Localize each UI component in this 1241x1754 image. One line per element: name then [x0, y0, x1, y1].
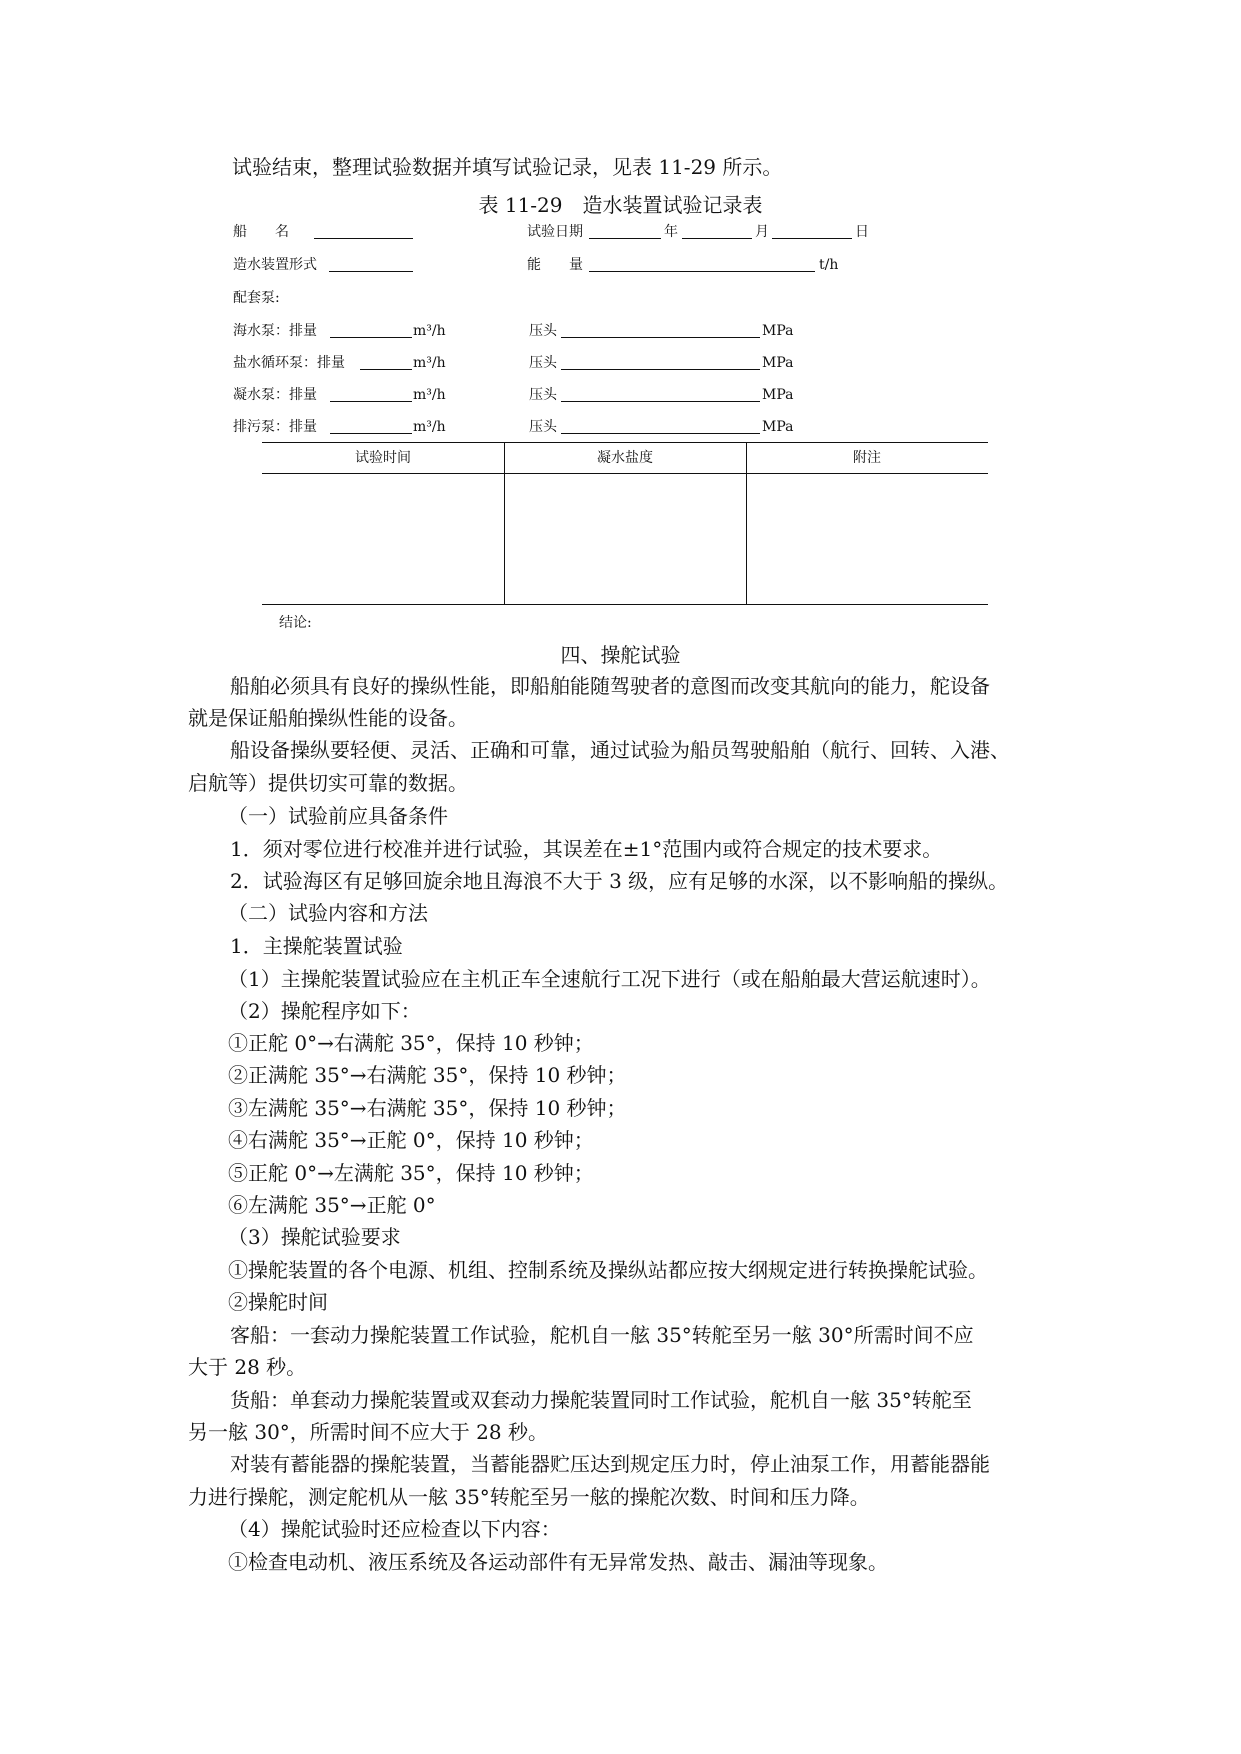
table-top-border: [262, 442, 988, 443]
table-header-remarks: 附注: [853, 450, 881, 466]
paragraph-line: 就是保证船舶操纵性能的设备。: [188, 706, 468, 730]
procedure-step: ④右满舵 35°→正舵 0°，保持 10 秒钟；: [228, 1128, 594, 1152]
paragraph-line: 对装有蓄能器的操舵装置，当蓄能器贮压达到规定压力时，停止油泵工作，用蓄能器能: [230, 1452, 990, 1476]
pump-flow-unit: m³/h: [413, 387, 446, 403]
pump-name: 盐水循环泵：排量: [233, 355, 345, 371]
pump-name: 凝水泵：排量: [233, 387, 317, 403]
pump-flow-line: [330, 433, 412, 434]
conclusion-label: 结论:: [279, 615, 312, 631]
table-caption: 表 11-29 造水装置试验记录表: [478, 193, 763, 217]
year-line: [589, 238, 661, 239]
device-type-line: [329, 271, 413, 272]
paragraph-line: （2）操舵程序如下：: [228, 999, 421, 1023]
paragraph-line: 船舶必须具有良好的操纵性能，即船舶能随驾驶者的意图而改变其航向的能力，舵设备: [230, 674, 990, 698]
procedure-step: ⑤正舵 0°→左满舵 35°，保持 10 秒钟；: [228, 1161, 594, 1185]
paragraph-line: ①操舵装置的各个电源、机组、控制系统及操纵站都应按大纲规定进行转换操舵试验。: [228, 1258, 988, 1282]
paragraph-line: 客船：一套动力操舵装置工作试验，舵机自一舷 35°转舵至另一舷 30°所需时间不应: [230, 1323, 974, 1347]
procedure-step: ⑥左满舵 35°→正舵 0°: [228, 1193, 436, 1217]
subheading: （4）操舵试验时还应检查以下内容：: [228, 1517, 561, 1541]
intro-text: 试验结束，整理试验数据并填写试验记录，见表 11-29 所示。: [232, 155, 783, 179]
procedure-step: ③左满舵 35°→右满舵 35°，保持 10 秒钟；: [228, 1096, 627, 1120]
pump-head-line: [561, 337, 760, 338]
paragraph-line: 大于 28 秒。: [188, 1355, 307, 1379]
subheading: （3）操舵试验要求: [228, 1225, 401, 1249]
paragraph-line: 启航等）提供切实可靠的数据。: [188, 771, 468, 795]
pump-flow-unit: m³/h: [413, 419, 446, 435]
paragraph-line: 另一舷 30°，所需时间不应大于 28 秒。: [188, 1420, 548, 1444]
capacity-label: 能 量: [527, 257, 583, 273]
table-header-time: 试验时间: [355, 450, 411, 466]
day-line: [772, 238, 852, 239]
pump-head-unit: MPa: [762, 323, 794, 339]
month-line: [682, 238, 752, 239]
subheading: （二）试验内容和方法: [228, 901, 428, 925]
pump-name: 海水泵：排量: [233, 323, 317, 339]
pump-name: 排污泵：排量: [233, 419, 317, 435]
paragraph-line: （1）主操舵装置试验应在主机正车全速航行工况下进行（或在船舶最大营运航速时）。: [228, 967, 991, 991]
year-label: 年: [664, 224, 678, 240]
paragraph-line: 1．须对零位进行校准并进行试验，其误差在±1°范围内或符合规定的技术要求。: [230, 837, 943, 861]
paragraph-line: 2．试验海区有足够回旋余地且海浪不大于 3 级，应有足够的水深，以不影响船的操纵。: [230, 869, 1009, 893]
pump-head-line: [561, 433, 760, 434]
ship-name-line: [314, 238, 413, 239]
pump-head-unit: MPa: [762, 355, 794, 371]
pump-head-line: [561, 369, 760, 370]
test-date-label: 试验日期: [527, 224, 583, 240]
procedure-step: ①正舵 0°→右满舵 35°，保持 10 秒钟；: [228, 1031, 594, 1055]
pump-flow-line: [330, 401, 412, 402]
subheading: （一）试验前应具备条件: [228, 804, 448, 828]
month-label: 月: [755, 224, 769, 240]
pump-head-unit: MPa: [762, 419, 794, 435]
pumps-label: 配套泵:: [233, 290, 280, 306]
subheading: 1．主操舵装置试验: [230, 934, 403, 958]
pump-flow-line: [360, 369, 412, 370]
pump-head-label: 压头: [529, 355, 557, 371]
paragraph-line: ②操舵时间: [228, 1290, 328, 1314]
capacity-unit: t/h: [819, 257, 839, 273]
pump-head-unit: MPa: [762, 387, 794, 403]
pump-head-line: [561, 401, 760, 402]
pump-head-label: 压头: [529, 323, 557, 339]
paragraph-line: 船设备操纵要轻便、灵活、正确和可靠，通过试验为船员驾驶船舶（航行、回转、入港、: [230, 738, 1010, 762]
capacity-line: [589, 271, 815, 272]
day-label: 日: [855, 224, 869, 240]
ship-name-label: 船 名: [233, 224, 289, 240]
paragraph-line: 货船：单套动力操舵装置或双套动力操舵装置同时工作试验，舵机自一舷 35°转舵至: [230, 1388, 972, 1412]
table-header-border: [262, 473, 988, 474]
device-type-label: 造水装置形式: [233, 257, 317, 273]
paragraph-line: 力进行操舵，测定舵机从一舷 35°转舵至另一舷的操舵次数、时间和压力降。: [188, 1485, 870, 1509]
pump-head-label: 压头: [529, 419, 557, 435]
table-header-salinity: 凝水盐度: [597, 450, 653, 466]
table-bottom-border: [262, 604, 988, 605]
pump-flow-unit: m³/h: [413, 355, 446, 371]
pump-flow-unit: m³/h: [413, 323, 446, 339]
procedure-step: ②正满舵 35°→右满舵 35°，保持 10 秒钟；: [228, 1063, 627, 1087]
pump-head-label: 压头: [529, 387, 557, 403]
section-title: 四、操舵试验: [560, 643, 681, 667]
paragraph-line: ①检查电动机、液压系统及各运动部件有无异常发热、敲击、漏油等现象。: [228, 1550, 888, 1574]
pump-flow-line: [330, 337, 412, 338]
